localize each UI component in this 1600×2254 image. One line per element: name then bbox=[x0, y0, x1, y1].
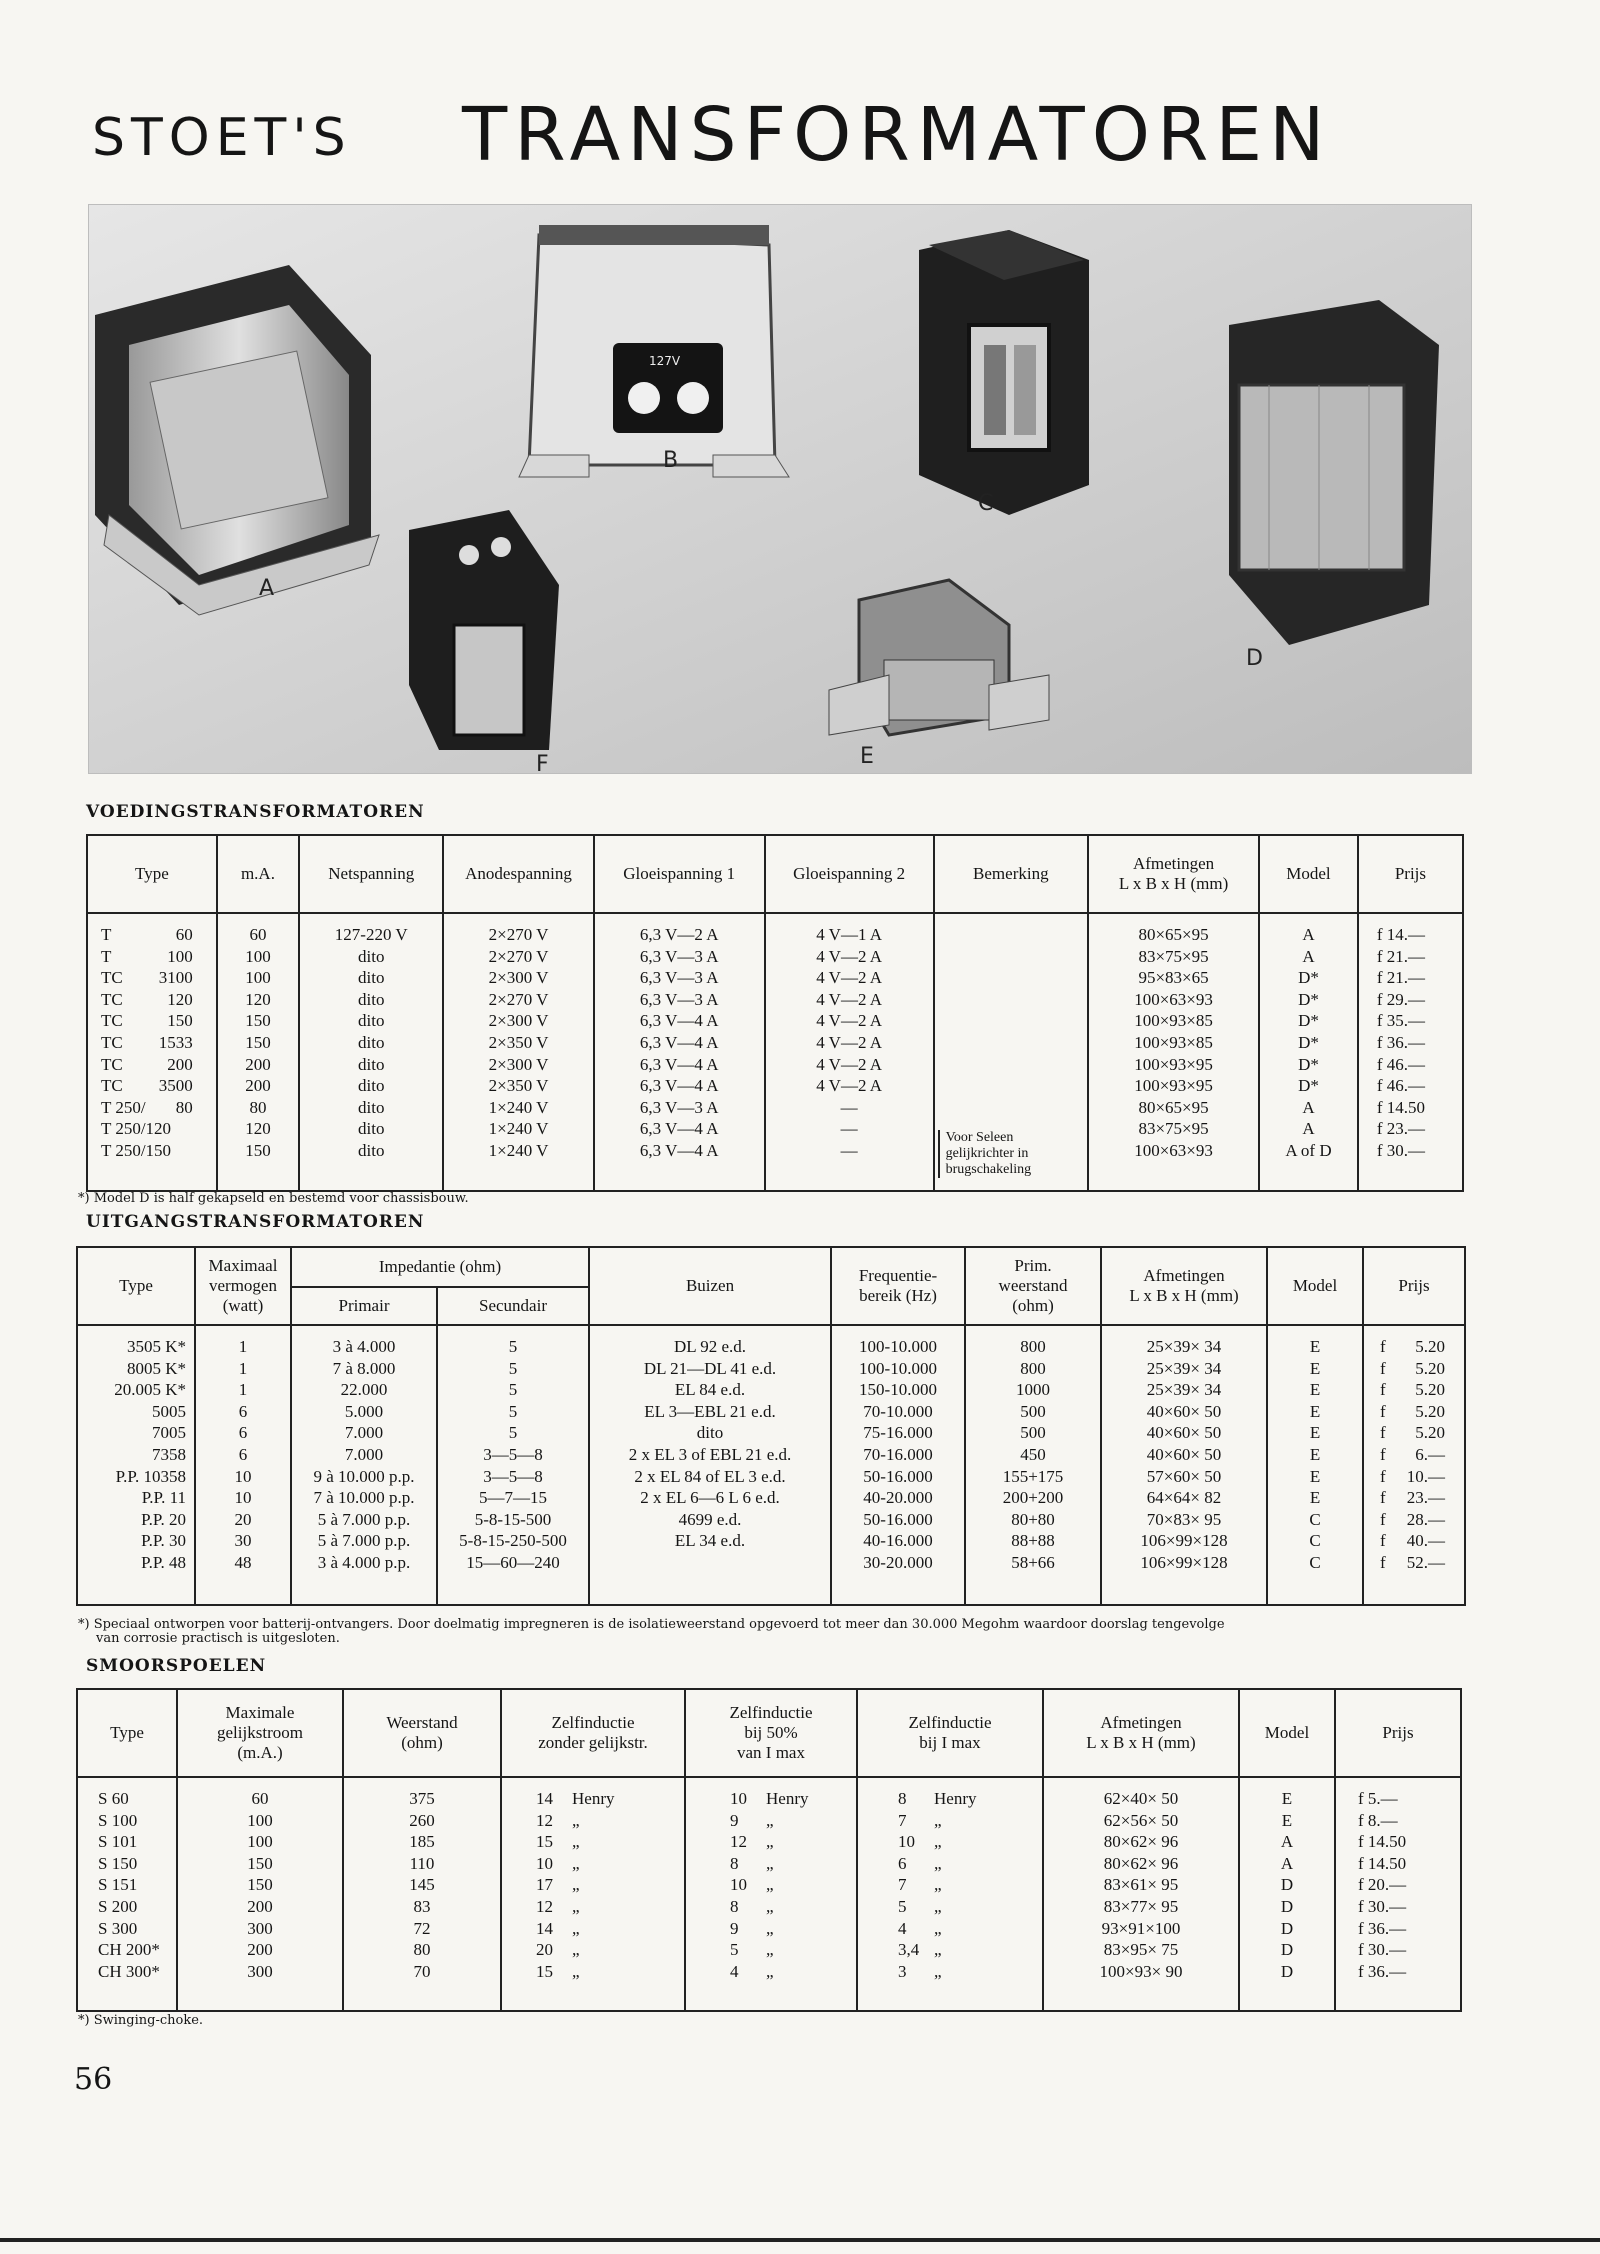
uitgang-model-cell: E E E E E E E E C C C bbox=[1267, 1325, 1363, 1605]
col-zelfinductie-50: Zelfinductie bij 50% van I max bbox=[685, 1689, 857, 1777]
uitgang-header-row bbox=[77, 1247, 1465, 1287]
col-impedantie: Impedantie (ohm) bbox=[291, 1247, 589, 1287]
uitgang-freq-cell: 100-10.000 100-10.000 150-10.000 70-10.000 75-16.000 70-16.000 50-16.000 40-20.000 50-16.000 40-16.000 30-20.000 bbox=[831, 1325, 965, 1605]
voeding-prijs-cell: f 14.— f 21.— f 21.— f 29.— f 35.— f 36.— f 46.— f 46.— f 14.50 f 23.— f 30.— bbox=[1358, 913, 1463, 1191]
photo-label-d: D bbox=[1246, 646, 1263, 671]
transformer-c bbox=[919, 230, 1089, 515]
page-bottom-rule bbox=[0, 2238, 1600, 2242]
uitgang-secundair-cell: 5 5 5 5 5 3—5—8 3—5—8 5—7—15 5-8-15-500 5-8-15-250-500 15—60—240 bbox=[437, 1325, 589, 1605]
col-model: Model bbox=[1239, 1689, 1335, 1777]
col-afmetingen: Afmetingen L x B x H (mm) bbox=[1088, 835, 1259, 913]
page-number: 56 bbox=[74, 2062, 113, 2097]
uitgang-primair-cell: 3 à 4.000 7 à 8.000 22.000 5.000 7.000 7.000 9 à 10.000 p.p. 7 à 10.000 p.p. 5 à 7.000 p.p. 5 à 7.000 p.p. 3 à 4.000 p.p. bbox=[291, 1325, 437, 1605]
col-zelfinductie-imax: Zelfinductie bij I max bbox=[857, 1689, 1043, 1777]
voeding-footnote: *) Model D is half gekapseld en bestemd voor chassisbouw. bbox=[78, 1191, 469, 1206]
smoor-table bbox=[76, 1688, 1462, 2012]
voeding-afm-cell: 80×65×95 83×75×95 95×83×65 100×63×93 100×93×85 100×93×85 100×93×95 100×93×95 80×65×95 83×75×95 100×63×93 bbox=[1088, 913, 1259, 1191]
table-row: T 100 bbox=[101, 946, 193, 966]
table-row: TC 3100 bbox=[101, 968, 193, 988]
transformer-d bbox=[1229, 300, 1439, 645]
col-prijs: Prijs bbox=[1358, 835, 1463, 913]
transformer-a bbox=[95, 265, 379, 615]
uitgang-footnote: *) Speciaal ontworpen voor batterij-ontvangers. Door doelmatig impregneren is de isolatieweerstand opgevoerd tot meer dan 30.000 Megohm waardoor doorslag tengevolge van corrosie practisch is uitgesloten. bbox=[78, 1617, 1225, 1646]
col-anodespanning: Anodespanning bbox=[443, 835, 593, 913]
col-type: Type bbox=[87, 835, 217, 913]
table-row: TC 150 bbox=[101, 1011, 193, 1031]
smoor-body-row bbox=[77, 1777, 1461, 2011]
col-model: Model bbox=[1267, 1247, 1363, 1325]
table-row: T 250/150 bbox=[101, 1140, 172, 1160]
smoor-footnote: *) Swinging-choke. bbox=[78, 2013, 204, 2028]
photo-label-b: B bbox=[663, 448, 679, 473]
voeding-bemerking-cell bbox=[934, 913, 1088, 1191]
col-prijs: Prijs bbox=[1335, 1689, 1461, 1777]
voeding-table bbox=[86, 834, 1464, 1192]
page-title bbox=[92, 92, 1472, 178]
voeding-net-cell: 127-220 V dito dito dito dito dito dito dito dito dito dito bbox=[299, 913, 443, 1191]
table-row: T 60 bbox=[101, 925, 193, 944]
col-prijs: Prijs bbox=[1363, 1247, 1465, 1325]
col-secundair: Secundair bbox=[437, 1287, 589, 1325]
col-buizen: Buizen bbox=[589, 1247, 831, 1325]
voeding-gloei2-cell: 4 V—1 A 4 V—2 A 4 V—2 A 4 V—2 A 4 V—2 A 4 V—2 A 4 V—2 A 4 V—2 A — — — bbox=[765, 913, 934, 1191]
voeding-type-cell bbox=[87, 913, 217, 1191]
uitgang-afm-cell: 25×39× 34 25×39× 34 25×39× 34 40×60× 50 40×60× 50 40×60× 50 57×60× 50 64×64× 82 70×83× 95 106×99×128 106×99×128 bbox=[1101, 1325, 1267, 1605]
bemerking-line: gelijkrichter in bbox=[945, 1146, 1029, 1161]
col-primair: Primair bbox=[291, 1287, 437, 1325]
smoor-afm-cell: 62×40× 50 62×56× 50 80×62× 96 80×62× 96 83×61× 95 83×77× 95 93×91×100 83×95× 75 100×93× 90 bbox=[1043, 1777, 1239, 2011]
uitgang-watt-cell: 1 1 1 6 6 6 10 10 20 30 48 bbox=[195, 1325, 291, 1605]
transformer-b bbox=[519, 225, 789, 477]
uitgang-buizen-cell: DL 92 e.d. DL 21—DL 41 e.d. EL 84 e.d. EL 3—EBL 21 e.d. dito 2 x EL 3 of EBL 21 e.d. 2 x EL 84 of EL 3 e.d. 2 x EL 6—6 L 6 e.d. 4699 e.d. EL 34 e.d. bbox=[589, 1325, 831, 1605]
smoor-header-row bbox=[77, 1689, 1461, 1777]
voeding-ma-cell: 60 100 100 120 150 150 200 200 80 120 150 bbox=[217, 913, 299, 1191]
smoor-ohm-cell: 375 260 185 110 145 83 72 80 70 bbox=[343, 1777, 501, 2011]
bemerking-line: brugschakeling bbox=[945, 1162, 1032, 1177]
title-brand: STOET'S bbox=[92, 108, 352, 168]
photo-label-e: E bbox=[860, 744, 874, 769]
smoor-z2-cell: 10 Henry 9 „ 12 „ 8 „ 10 „ 8 „ 9 „ 5 „ 4 „ bbox=[685, 1777, 857, 2011]
smoor-ma-cell: 60 100 100 150 150 200 300 200 300 bbox=[177, 1777, 343, 2011]
table-row: TC 1533 bbox=[101, 1032, 193, 1052]
col-type: Type bbox=[77, 1689, 177, 1777]
col-weerstand: Weerstand (ohm) bbox=[343, 1689, 501, 1777]
voeding-body-row bbox=[87, 913, 1463, 1191]
col-type: Type bbox=[77, 1247, 195, 1325]
col-prim-weerstand: Prim. weerstand (ohm) bbox=[965, 1247, 1101, 1325]
section-heading-uitgang: UITGANGSTRANSFORMATOREN bbox=[86, 1212, 425, 1232]
table-row: TC 120 bbox=[101, 989, 193, 1009]
photo-label-a: A bbox=[259, 576, 275, 601]
table-row: TC 3500 bbox=[101, 1076, 193, 1096]
col-frequentie: Frequentie- bereik (Hz) bbox=[831, 1247, 965, 1325]
lamp-label: 127V bbox=[649, 354, 681, 368]
voeding-header-row bbox=[87, 835, 1463, 913]
col-maximaal: Maximaal vermogen (watt) bbox=[195, 1247, 291, 1325]
uitgang-table bbox=[76, 1246, 1466, 1606]
voeding-model-cell: A A D* D* D* D* D* D* A A A of D bbox=[1259, 913, 1358, 1191]
table-row: T 250/ 80 bbox=[101, 1097, 193, 1117]
col-afmetingen: Afmetingen L x B x H (mm) bbox=[1043, 1689, 1239, 1777]
bemerking-line: Voor Seleen bbox=[945, 1130, 1014, 1145]
col-max-gelijkstroom: Maximale gelijkstroom (m.A.) bbox=[177, 1689, 343, 1777]
section-heading-voeding: VOEDINGSTRANSFORMATOREN bbox=[86, 802, 425, 822]
smoor-z1-cell: 14 Henry 12 „ 15 „ 10 „ 17 „ 12 „ 14 „ 20 „ 15 „ bbox=[501, 1777, 685, 2011]
uitgang-body-row bbox=[77, 1325, 1465, 1605]
col-ma: m.A. bbox=[217, 835, 299, 913]
col-zelfinductie-zonder: Zelfinductie zonder gelijkstr. bbox=[501, 1689, 685, 1777]
uitgang-prijs-cell: f 5.20 f 5.20 f 5.20 f 5.20 f 5.20 f 6.— f 10.— f 23.— f 28.— f 40.— f 52.— bbox=[1363, 1325, 1465, 1605]
col-netspanning: Netspanning bbox=[299, 835, 443, 913]
col-gloeispanning1: Gloeispanning 1 bbox=[594, 835, 765, 913]
smoor-prijs-cell: f 5.— f 8.— f 14.50 f 14.50 f 20.— f 30.— f 36.— f 30.— f 36.— bbox=[1335, 1777, 1461, 2011]
col-model: Model bbox=[1259, 835, 1358, 913]
uitgang-type-cell: 3505 K* 8005 K* 20.005 K* 5005 7005 7358 P.P. 10358 P.P. 11 P.P. 20 P.P. 30 P.P. 48 bbox=[77, 1325, 195, 1605]
table-row: TC 200 bbox=[101, 1054, 193, 1074]
smoor-model-cell: E E A A D D D D D bbox=[1239, 1777, 1335, 2011]
voeding-gloei1-cell: 6,3 V—2 A 6,3 V—3 A 6,3 V—3 A 6,3 V—3 A 6,3 V—4 A 6,3 V—4 A 6,3 V—4 A 6,3 V—4 A 6,3 V—3 A 6,3 V—4 A 6,3 V—4 A bbox=[594, 913, 765, 1191]
section-heading-smoor: SMOORSPOELEN bbox=[86, 1656, 267, 1676]
col-bemerking: Bemerking bbox=[934, 835, 1088, 913]
voeding-anode-cell: 2×270 V 2×270 V 2×300 V 2×270 V 2×300 V 2×350 V 2×300 V 2×350 V 1×240 V 1×240 V 1×240 V bbox=[443, 913, 593, 1191]
title-main: TRANSFORMATOREN bbox=[462, 92, 1332, 178]
col-afmetingen: Afmetingen L x B x H (mm) bbox=[1101, 1247, 1267, 1325]
table-row: T 250/120 bbox=[101, 1119, 172, 1139]
photo-label-c: C bbox=[978, 491, 994, 516]
smoor-type-cell: S 60 S 100 S 101 S 150 S 151 S 200 S 300 CH 200* CH 300* bbox=[77, 1777, 177, 2011]
product-photo bbox=[88, 204, 1472, 774]
smoor-z3-cell: 8 Henry 7 „ 10 „ 6 „ 7 „ 5 „ 4 „ 3,4 „ 3 „ bbox=[857, 1777, 1043, 2011]
uitgang-prim-cell: 800 800 1000 500 500 450 155+175 200+200 80+80 88+88 58+66 bbox=[965, 1325, 1101, 1605]
photo-label-f: F bbox=[536, 752, 549, 773]
col-gloeispanning2: Gloeispanning 2 bbox=[765, 835, 934, 913]
